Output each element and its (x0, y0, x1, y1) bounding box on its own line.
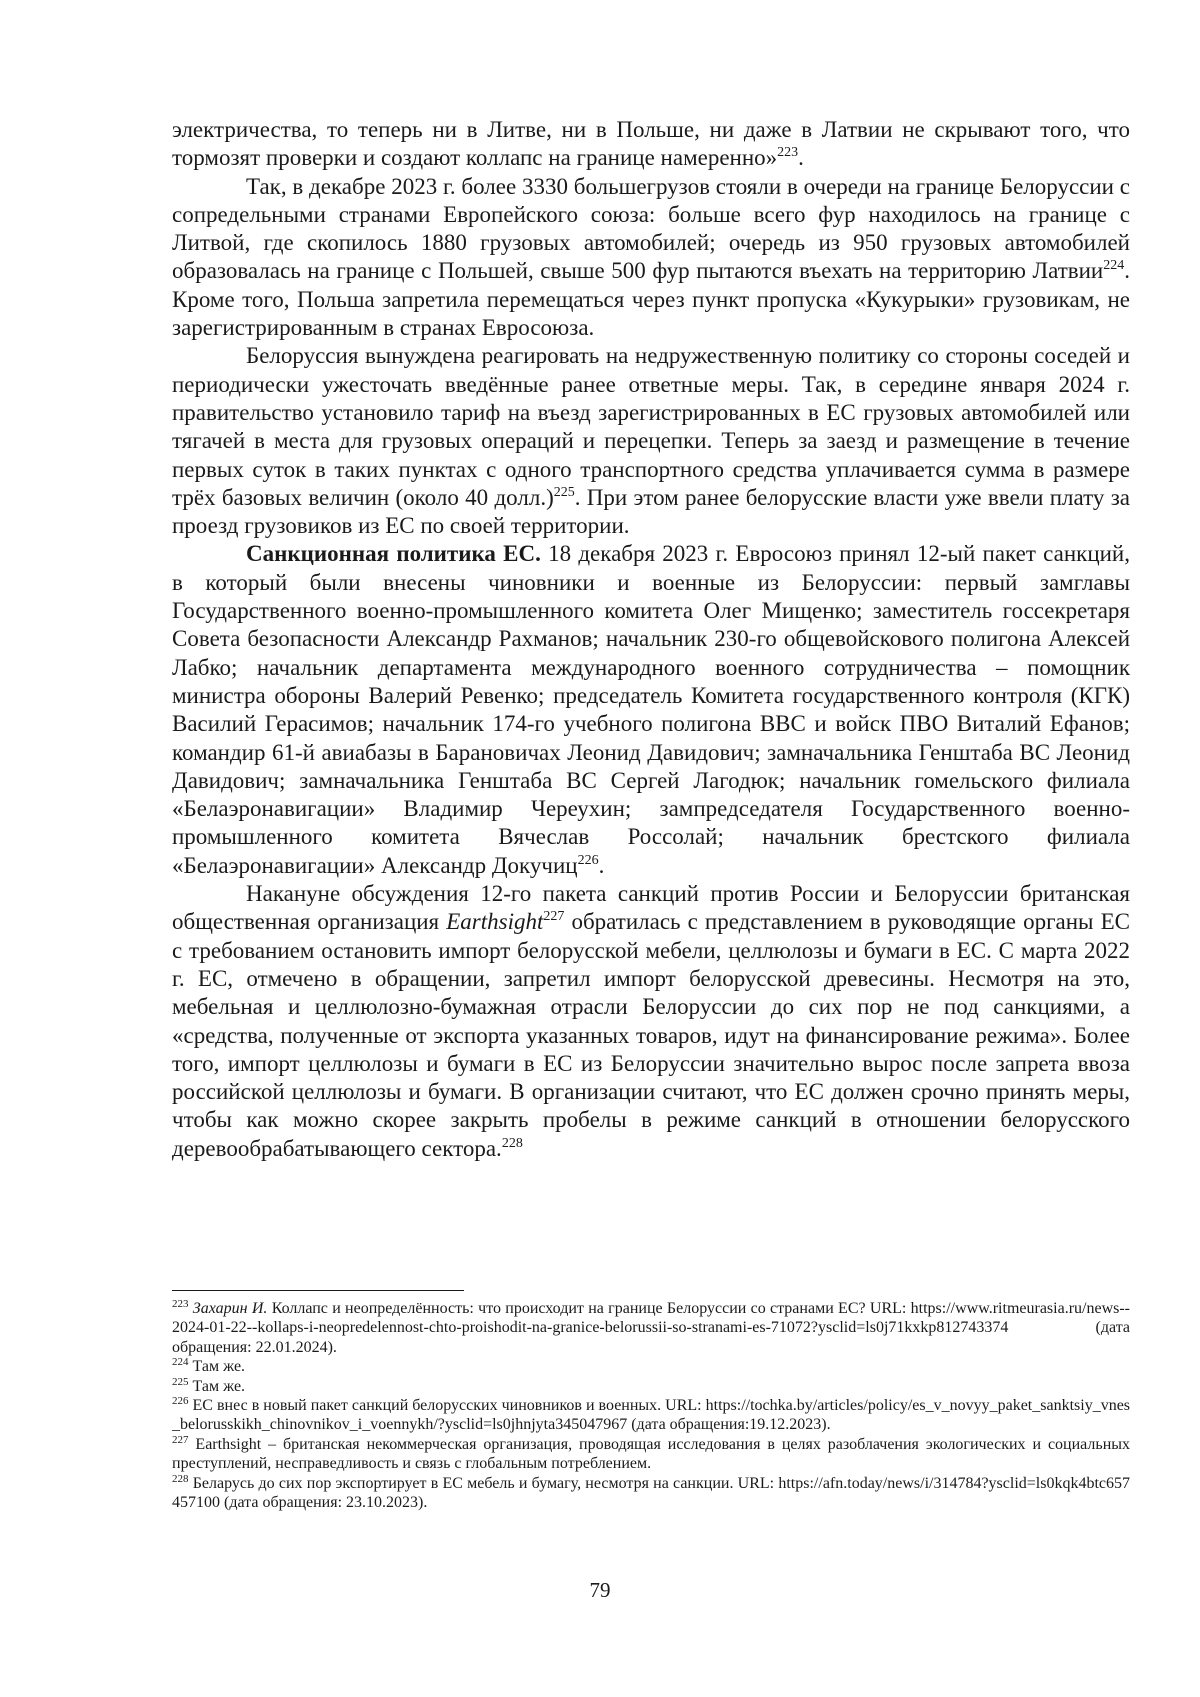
footnote-text: Там же. (192, 1377, 246, 1395)
footnote-number: 228 (172, 1472, 189, 1485)
paragraph-text: Белоруссия вынуждена реагировать на недружественную политику со стороны соседей и периодически ужесточать введённые ранее ответные меры. Так, в середине января 2024 г. правительство установило тариф на въезд зарегистрированных в ЕС грузовых автомобилей или тягачей в места для грузовых операций и перецепки. Теперь за заезд и размещение в течение первых суток в таких пунктах с одного транспортного средства уплачивается сумма в размере трёх базовых величин (около 40 долл.) (172, 343, 1130, 510)
footnote-number: 227 (172, 1433, 189, 1446)
paragraph-border-queues (172, 173, 1130, 343)
footnote-number: 224 (172, 1356, 189, 1369)
footnote-url[interactable]: https://afn.today/news/i/314784?ysclid=ls0kqk4btc657457100 (172, 1474, 1131, 1512)
paragraph-text: . При этом ранее белорусские власти уже ввели плату за проезд грузовиков из ЕС по своей территории. (172, 484, 1130, 539)
paragraph-belarus-response (172, 342, 1130, 540)
footnote-date: (дата обращения:19.12.2023). (627, 1416, 831, 1434)
paragraph-text: 18 декабря 2023 г. Евросоюз принял 12-ый пакет санкций, в который были внесены чиновники и военные из Белоруссии: первый замглавы Государственного военно-промышленного комитета Олег Мищенко; заместитель госсекретаря Совета безопасности Александр Рахманов; начальник 230-го общевойскового полигона Алексей Лабко; начальник департамента международного военного сотрудничества – помощник министра обороны Валерий Ревенко; председатель Комитета государственного контроля (КГК) Василий Герасимов; начальник 174-го учебного полигона ВВС и войск ПВО Виталий Ефанов; командир 61-й авиабазы в Барановичах Леонид Давидович; замначальника Генштаба ВС Леонид Давидович; замначальника Генштаба ВС Сергей Лагодюк; начальник гомельского филиала «Белаэронавигации» Владимир Череухин; зампредседателя Государственного военно-промышленного комитета Вячеслав Россолай; начальник брестского филиала «Белаэронавигации» Александр Докучиц (172, 541, 1130, 878)
footnote-ref-228[interactable]: 228 (501, 1135, 523, 1151)
footnote-227 (172, 1435, 1130, 1474)
footnote-text: ЕС внес в новый пакет санкций белорусских чиновников и военных. URL: (192, 1397, 706, 1415)
page-number: 79 (589, 1578, 611, 1602)
paragraph-text: . (798, 145, 804, 171)
footnote-url[interactable]: https://tochka.by/articles/policy/es_v_novyy_paket_sanktsiy_vnes_belorusskikh_chinovnikov_i_voennykh/?ysclid=ls0jhnjyta345047967 (172, 1397, 1131, 1434)
paragraph-text: . (598, 852, 605, 878)
paragraph-continuation (172, 116, 1130, 173)
footnote-text: Беларусь до сих пор экспортирует в ЕС мебель и бумагу, несмотря на санкции. URL: (192, 1474, 779, 1492)
paragraph-sanctions-policy (172, 540, 1130, 880)
paragraph-text: Так, в декабре 2023 г. более 3330 большегрузов стояли в очереди на границе Белоруссии с сопредельными странами Европейского союза: больше всего фур находилось на границе с Литвой, где скопилось 1880 грузовых автомобилей; очередь из 950 грузовых автомобилей образовалась на границе с Польшей, свыше 500 фур пытаются въехать на территорию Латвии (172, 173, 1130, 284)
footnote-223 (172, 1299, 1130, 1357)
footnote-225 (172, 1377, 1130, 1396)
footnote-url[interactable]: https://www.ritmeurasia.ru/news--2024-01-22--kollaps-i-neopredelennost-chto-proishodit-na-granice-belorussii-so-stranami-es-71072?ysclid=ls0j71kxkp812743374 (172, 1300, 1130, 1337)
footnote-number: 225 (172, 1375, 189, 1388)
footnote-date: (дата обращения: 23.10.2023). (220, 1494, 428, 1512)
footnote-226 (172, 1396, 1130, 1435)
footnote-number: 226 (172, 1395, 189, 1408)
paragraph-text: электричества, то теперь ни в Литве, ни в Польше, ни даже в Латвии не скрывают того, что тормозят проверки и создают коллапс на границе намеренно» (172, 117, 1130, 171)
footnote-separator (172, 1290, 464, 1291)
footnote-text: Earthsight – британская некоммерческая организация, проводящая исследования в целях разоблачения экологических и социальных преступлений, несправедливость и связь с глобальным потреблением. (172, 1435, 1130, 1473)
paragraph-text: . Кроме того, Польша запретила перемещаться через пункт пропуска «Кукурыки» грузовикам, не зарегистрированным в странах Евросоюза. (172, 258, 1130, 341)
footnote-text: Коллапс и неопределённость: что происходит на границе Белоруссии со странами ЕС? URL: (267, 1300, 911, 1317)
section-heading: Санкционная политика ЕС. (246, 541, 541, 567)
footnote-ref-224[interactable]: 224 (1103, 258, 1125, 274)
organization-name: Earthsight (446, 909, 544, 935)
footnote-text: Там же. (192, 1358, 246, 1376)
footnotes (172, 1290, 1130, 1512)
footnote-number: 223 (172, 1298, 189, 1310)
footnote-author: Захарин И. (192, 1300, 268, 1317)
footnote-224 (172, 1357, 1130, 1376)
paragraph-text: обратилась с представлением в руководящие органы ЕС с требованием остановить импорт белорусской мебели, целлюлозы и бумаги в ЕС. С марта 2022 г. ЕС, отмечено в обращении, запретил импорт белорусской древесины. Несмотря на это, мебельная и целлюлозно-бумажная отрасли Белоруссии до сих пор не под санкциями, а «средства, полученные от экспорта указанных товаров, идут на финансирование режима». Более того, импорт целлюлозы и бумаги в ЕС из Белоруссии значительно вырос после запрета ввоза российской целлюлозы и бумаги. В организации считают, что ЕС должен срочно принять меры, чтобы как можно скорее закрыть пробелы в режиме санкций в отношении белорусского деревообрабатывающего сектора. (172, 909, 1130, 1161)
body-text (172, 116, 1130, 1163)
footnote-date: (дата обращения: 22.01.2024). (172, 1319, 1130, 1356)
footnote-ref-225[interactable]: 225 (553, 484, 575, 500)
paragraph-earthsight (172, 880, 1130, 1163)
footnote-ref-226[interactable]: 226 (577, 852, 599, 868)
footnote-ref-223[interactable]: 223 (777, 145, 799, 161)
footnote-ref-227[interactable]: 227 (543, 909, 565, 925)
paragraph-text: Накануне обсуждения 12-го пакета санкций против России и Белоруссии британская общественная организация (172, 881, 1130, 935)
footnote-228 (172, 1474, 1130, 1513)
